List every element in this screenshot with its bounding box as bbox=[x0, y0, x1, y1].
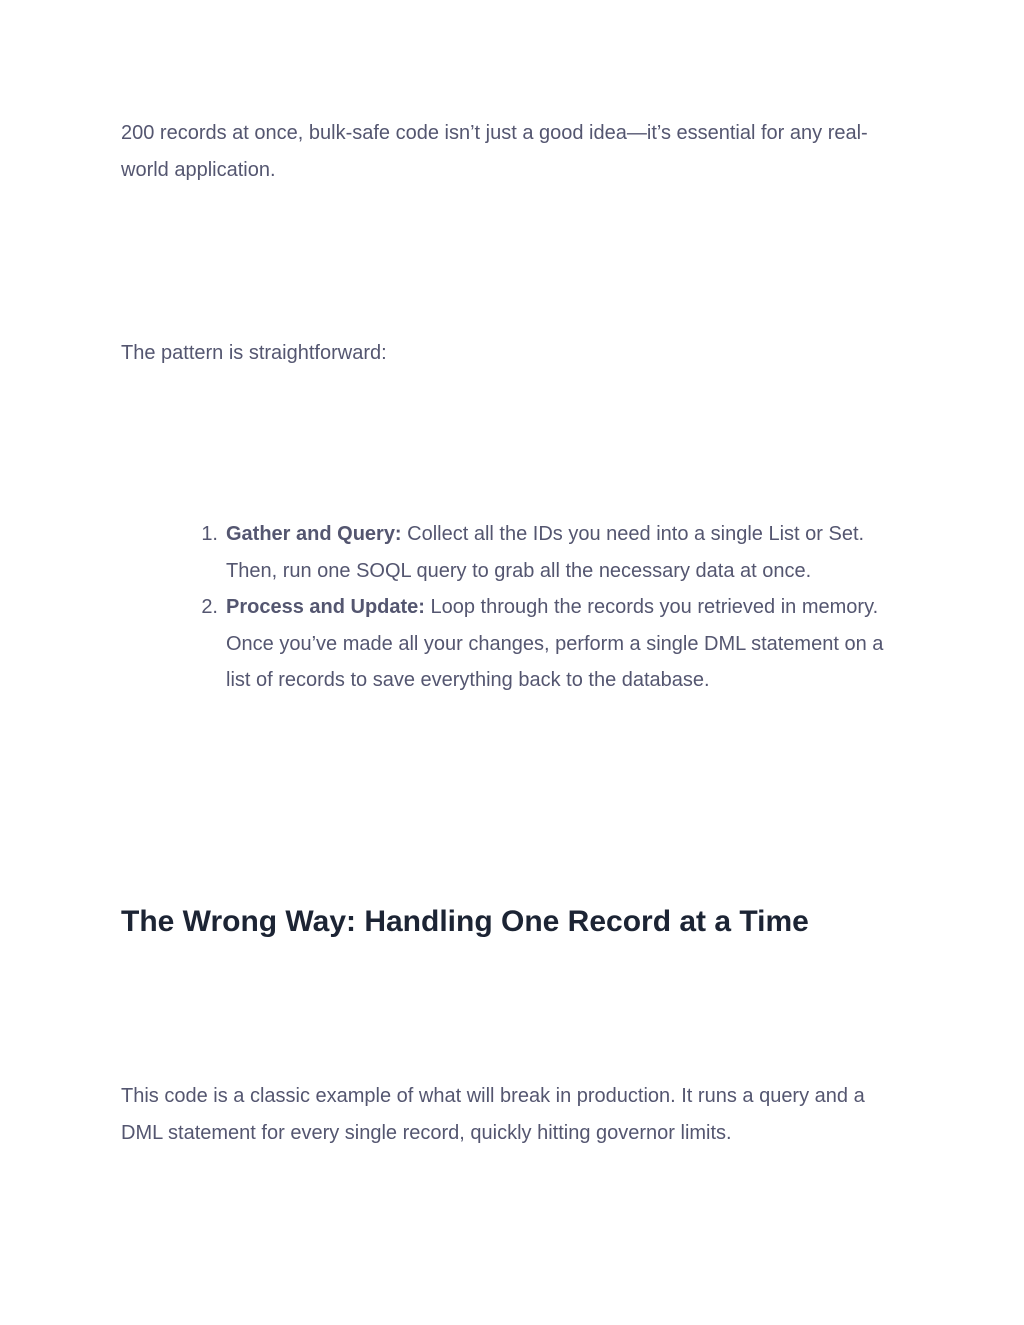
section-heading: The Wrong Way: Handling One Record at a Time bbox=[121, 905, 809, 938]
step-lead: Process and Update: bbox=[226, 596, 425, 618]
steps-list bbox=[190, 516, 910, 699]
step-content bbox=[226, 516, 910, 589]
intro-paragraph: 200 records at once, bulk-safe code isn’t just a good idea—it’s essential for any real-world application. bbox=[121, 122, 868, 181]
step-content bbox=[226, 589, 910, 699]
step-number: 1. bbox=[201, 523, 218, 545]
step-number: 2. bbox=[201, 596, 218, 618]
step-text: Collect all the IDs you need into a single List or Set. Then, run one SOQL query to grab all the necessary data at once. bbox=[226, 523, 865, 582]
list-item bbox=[190, 516, 910, 589]
step-text: Loop through the records you retrieved in memory. Once you’ve made all your changes, perform a single DML statement on a list of records to save everything back to the database. bbox=[226, 596, 884, 691]
wrong-way-paragraph: This code is a classic example of what will break in production. It runs a query and a DML statement for every single record, quickly hitting governor limits. bbox=[121, 1085, 865, 1144]
list-item bbox=[190, 589, 910, 699]
step-lead: Gather and Query: bbox=[226, 523, 402, 545]
pattern-paragraph: The pattern is straightforward: bbox=[121, 342, 387, 364]
